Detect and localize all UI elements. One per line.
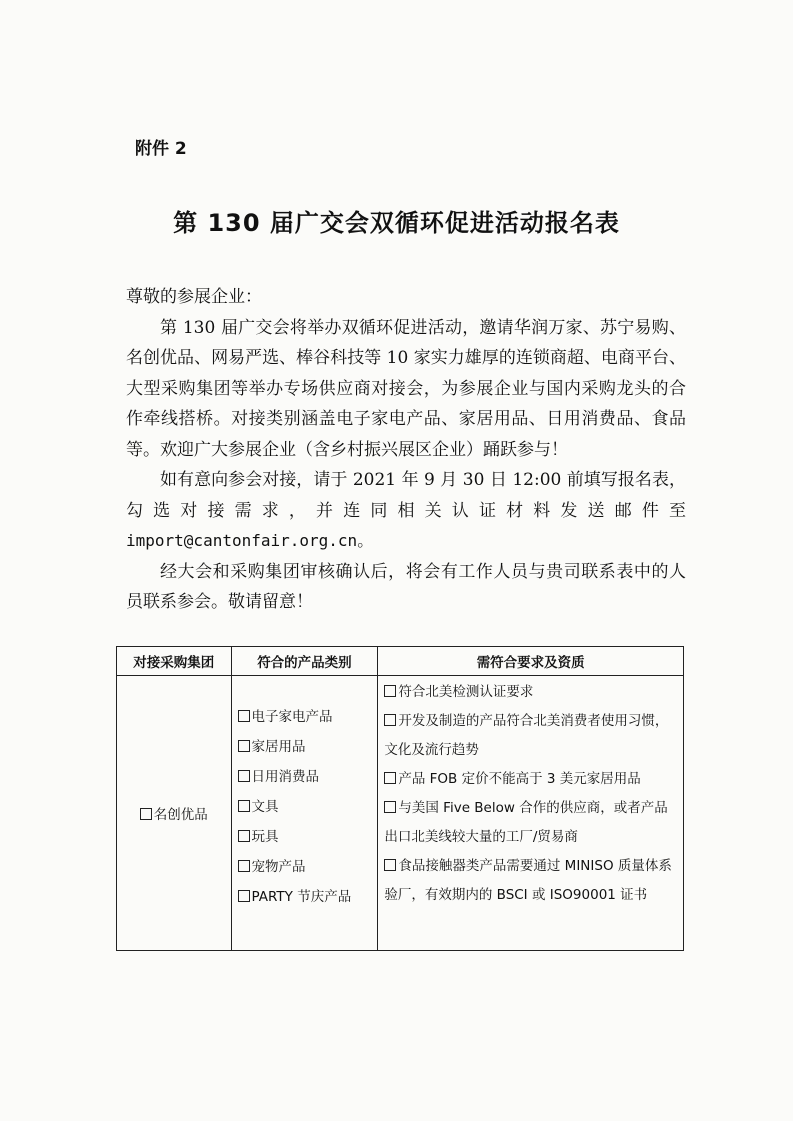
- categories-cell: [231, 676, 378, 951]
- requirements-cell: [378, 676, 684, 951]
- checkbox[interactable]: [384, 801, 396, 813]
- checkbox[interactable]: [384, 685, 396, 697]
- instructions-text: 如有意向参会对接，请于 2021 年 9 月 30 日 12:00 前填写报名表，勾选对接需求，并连同相关认证材料发送邮件至: [126, 470, 686, 521]
- paragraph-instructions: [126, 465, 686, 557]
- group-option[interactable]: [140, 807, 208, 823]
- checkbox[interactable]: [238, 770, 250, 782]
- category-option[interactable]: [238, 792, 378, 822]
- group-cell: [117, 676, 232, 951]
- group-label: 名创优品: [153, 807, 208, 823]
- email-address: import@cantonfair.org.cn。: [126, 531, 374, 550]
- requirement-option[interactable]: [384, 678, 677, 707]
- category-option[interactable]: [238, 822, 378, 852]
- category-label: 日用消费品: [251, 769, 320, 785]
- checkbox[interactable]: [238, 890, 250, 902]
- checkbox[interactable]: [384, 714, 396, 726]
- requirement-option[interactable]: [384, 852, 677, 910]
- attachment-label: 附件 2: [135, 139, 187, 159]
- checkbox[interactable]: [140, 808, 152, 820]
- registration-table: [116, 646, 684, 951]
- checkbox[interactable]: [238, 830, 250, 842]
- category-label: 文具: [251, 799, 279, 815]
- category-option[interactable]: [238, 732, 378, 762]
- paragraph-intro: 第 130 届广交会将举办双循环促进活动，邀请华润万家、苏宁易购、名创优品、网易严选、棒谷科技等 10 家实力雄厚的连锁商超、电商平台、大型采购集团等举办专场供应商对接会，为参展企业与国内采购龙头的合作牵线搭桥。对接类别涵盖电子家电产品、家居用品、日用消费品、食品等。欢迎广大参展企业（含乡村振兴展区企业）踊跃参与！: [126, 317, 686, 460]
- category-option[interactable]: [238, 882, 378, 912]
- category-label: 电子家电产品: [251, 709, 333, 725]
- category-label: 家居用品: [251, 739, 306, 755]
- checkbox[interactable]: [384, 772, 396, 784]
- header-requirements: 需符合要求及资质: [378, 647, 684, 676]
- category-label: PARTY 节庆产品: [251, 889, 352, 905]
- document-title: 第 130 届广交会双循环促进活动报名表: [173, 209, 620, 237]
- requirement-text: 产品 FOB 定价不能高于 3 美元家居用品: [398, 771, 641, 787]
- letter-body: [126, 282, 686, 618]
- header-categories: 符合的产品类别: [231, 647, 378, 676]
- header-group: 对接采购集团: [117, 647, 232, 676]
- checkbox[interactable]: [238, 740, 250, 752]
- category-label: 玩具: [251, 829, 279, 845]
- greeting: 尊敬的参展企业：: [126, 287, 262, 307]
- category-option[interactable]: [238, 702, 378, 732]
- category-label: 宠物产品: [251, 859, 306, 875]
- requirement-option[interactable]: [384, 765, 677, 794]
- paragraph-followup: 经大会和采购集团审核确认后，将会有工作人员与贵司联系表中的人员联系参会。敬请留意！: [126, 561, 686, 612]
- requirement-text: 符合北美检测认证要求: [398, 684, 534, 700]
- requirement-text: 食品接触器类产品需要通过 MINISO 质量体系验厂，有效期内的 BSCI 或 ISO90001 证书: [384, 858, 672, 903]
- checkbox[interactable]: [238, 710, 250, 722]
- requirement-text: 与美国 Five Below 合作的供应商，或者产品出口北美线较大量的工厂/贸易商: [384, 800, 668, 845]
- table-row: [117, 676, 684, 951]
- table-header-row: [117, 647, 684, 676]
- requirement-option[interactable]: [384, 794, 677, 852]
- category-option[interactable]: [238, 762, 378, 792]
- checkbox[interactable]: [238, 860, 250, 872]
- checkbox[interactable]: [384, 859, 396, 871]
- category-option[interactable]: [238, 852, 378, 882]
- requirement-text: 开发及制造的产品符合北美消费者使用习惯，文化及流行趋势: [384, 713, 669, 758]
- checkbox[interactable]: [238, 800, 250, 812]
- requirement-option[interactable]: [384, 707, 677, 765]
